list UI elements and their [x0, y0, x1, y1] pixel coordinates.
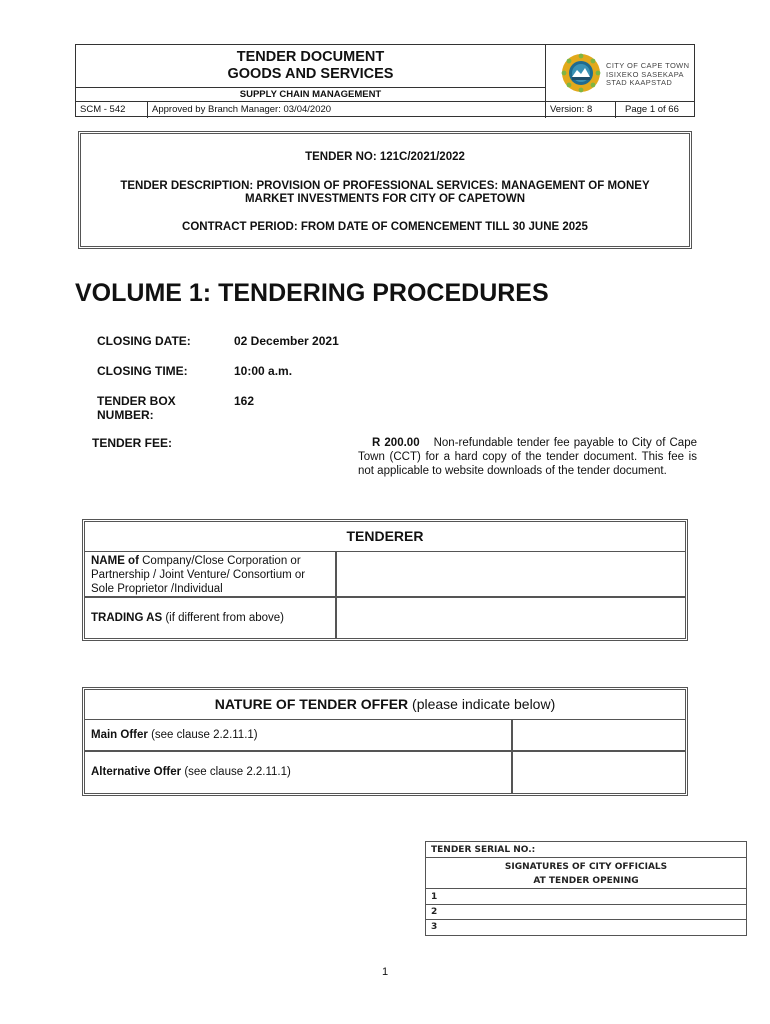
tender-box-label-line-1: TENDER BOX	[97, 394, 176, 408]
main-offer-field[interactable]	[515, 720, 685, 750]
main-offer-label	[85, 720, 513, 750]
volume-title: VOLUME 1: TENDERING PROCEDURES	[75, 279, 549, 307]
logo-text	[606, 62, 689, 88]
trading-as-label	[85, 598, 337, 638]
tender-fee-label: TENDER FEE:	[92, 436, 173, 450]
signature-row-3[interactable]: 3	[431, 922, 438, 932]
page-count: Page 1 of 66	[615, 102, 694, 118]
signatures-heading-line-1: SIGNATURES OF CITY OFFICIALS	[504, 862, 668, 872]
header-title	[76, 49, 545, 83]
header-title-line-1: TENDER DOCUMENT	[236, 49, 385, 65]
alternative-offer-label-text: (see clause 2.2.11.1)	[184, 766, 291, 778]
tenderer-table-heading: TENDERER	[85, 522, 685, 552]
alternative-offer-field[interactable]	[515, 752, 685, 793]
header-subtitle: SUPPLY CHAIN MANAGEMENT	[76, 87, 545, 102]
logo-text-line-3: STAD KAAPSTAD	[606, 78, 673, 87]
signature-row-1[interactable]: 1	[426, 889, 746, 905]
contract-period: CONTRACT PERIOD: FROM DATE OF COMENCEMENT TILL 30 JUNE 2025	[182, 221, 588, 233]
main-offer-row	[85, 720, 685, 752]
tender-serial-table	[425, 841, 747, 936]
alternative-offer-label	[85, 752, 513, 793]
tender-box-number: 162	[234, 394, 255, 408]
trading-as-field[interactable]	[339, 598, 685, 638]
closing-time-value: 10:00 a.m.	[234, 364, 293, 378]
tender-offer-heading-bold: NATURE OF TENDER OFFER	[214, 696, 409, 712]
trading-as-label-bold: TRADING AS	[91, 612, 163, 624]
logo-text-line-1: CITY OF CAPE TOWN	[606, 61, 690, 70]
city-of-cape-town-logo-icon	[561, 53, 601, 93]
tender-offer-table	[82, 687, 688, 796]
tender-box-label	[97, 394, 176, 422]
closing-date-value: 02 December 2021	[234, 334, 339, 348]
signatures-heading	[426, 858, 746, 889]
trading-as-label-text: (if different from above)	[165, 612, 285, 624]
tender-box-label-line-2: NUMBER:	[97, 408, 154, 422]
approval-text: Approved by Branch Manager: 03/04/2020	[147, 102, 545, 118]
closing-date-label: CLOSING DATE:	[97, 334, 191, 348]
tenderer-name-label-text: Company/Close Corporation or Partnership / Joint Venture/ Consortium or Sole Proprietor /Individual	[91, 555, 306, 595]
signatures-heading-line-2: AT TENDER OPENING	[533, 876, 639, 886]
alternative-offer-label-bold: Alternative Offer	[91, 766, 182, 778]
alternative-offer-row	[85, 752, 685, 793]
header-title-block	[76, 45, 546, 101]
tenderer-table	[82, 519, 688, 641]
tender-serial-label: TENDER SERIAL NO.:	[426, 842, 746, 858]
tender-info-box	[78, 131, 692, 249]
tender-fee-amount: R 200.00	[372, 437, 420, 449]
tender-offer-heading	[85, 690, 685, 720]
trading-as-row	[85, 598, 685, 638]
tender-fee-text: Non-refundable tender fee payable to City of Cape Town (CCT) for a hard copy of the tender document. This fee is not applicable to website downloads of the tender document.	[358, 437, 697, 477]
main-offer-label-text: (see clause 2.2.11.1)	[151, 729, 258, 741]
tenderer-name-label	[85, 552, 337, 596]
tender-offer-heading-text: (please indicate below)	[412, 696, 556, 712]
header-info-row	[76, 101, 694, 118]
doc-code: SCM - 542	[80, 104, 126, 115]
tender-description-line-2: MARKET INVESTMENTS FOR CITY OF CAPETOWN	[244, 193, 526, 205]
header-title-line-2: GOODS AND SERVICES	[227, 66, 394, 82]
document-header	[75, 44, 695, 117]
page-number: 1	[381, 966, 389, 978]
tender-description-line-1: TENDER DESCRIPTION: PROVISION OF PROFESSIONAL SERVICES: MANAGEMENT OF MONEY	[120, 180, 650, 192]
signature-row-2[interactable]: 2	[426, 905, 746, 920]
tenderer-name-label-bold: NAME of	[91, 555, 139, 567]
tenderer-name-row	[85, 552, 685, 598]
closing-time-label: CLOSING TIME:	[97, 364, 188, 378]
tender-number: TENDER NO: 121C/2021/2022	[305, 151, 465, 163]
version-text: Version: 8	[545, 102, 615, 118]
tender-fee-description	[358, 436, 697, 478]
tenderer-name-field[interactable]	[339, 552, 685, 596]
logo-text-line-2: ISIXEKO SASEKAPA	[606, 69, 684, 79]
main-offer-label-bold: Main Offer	[91, 729, 148, 741]
